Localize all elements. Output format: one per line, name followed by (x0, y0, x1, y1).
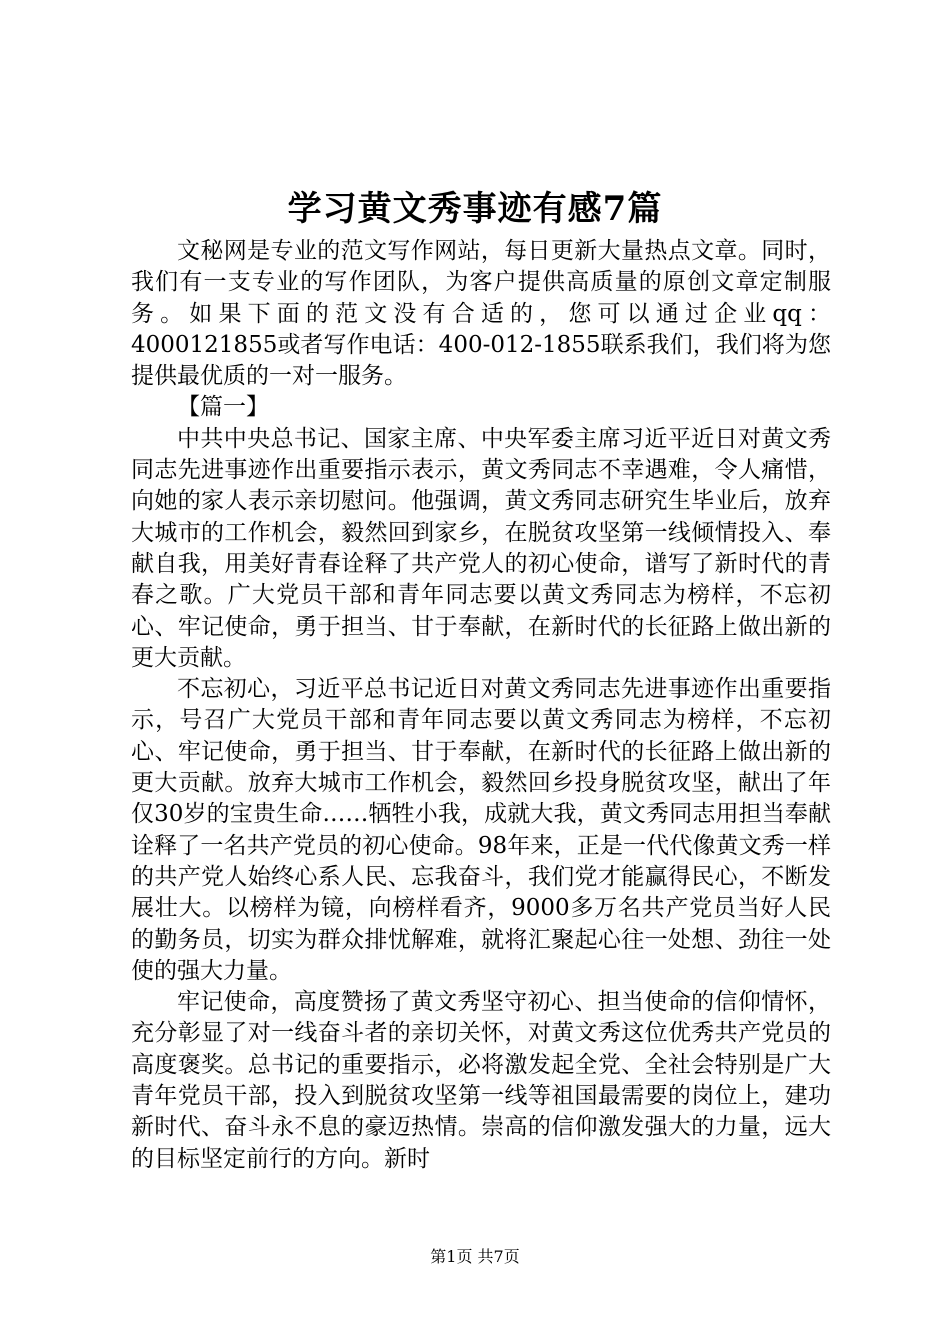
body-paragraph: 不忘初心，习近平总书记近日对黄文秀同志先进事迹作出重要指示，号召广大党员干部和青年同志要以黄文秀同志为榜样，不忘初心、牢记使命，勇于担当、甘于奉献，在新时代的长征路上做出新的更大贡献。放弃大城市工作机会，毅然回乡投身脱贫攻坚，献出了年仅30岁的宝贵生命……牺牲小我，成就大我，黄文秀同志用担当奉献诠释了一名共产党员的初心使命。98年来，正是一代代像黄文秀一样的共产党人始终心系人民、忘我奋斗，我们党才能赢得民心，不断发展壮大。以榜样为镜，向榜样看齐，9000多万名共产党员当好人民的勤务员，切实为群众排忧解难，就将汇聚起心往一处想、劲往一处使的强大力量。 (131, 676, 831, 984)
intro-paragraph: 文秘网是专业的范文写作网站，每日更新大量热点文章。同时，我们有一支专业的写作团队，为客户提供高质量的原创文章定制服务。如果下面的范文没有合适的，您可以通过企业qq：4000121855或者写作电话：400-012-1855联系我们，我们将为您提供最优质的一对一服务。 (131, 238, 831, 390)
page-number-footer: 第1页 共7页 (430, 1247, 520, 1266)
body-paragraph: 牢记使命，高度赞扬了黄文秀坚守初心、担当使命的信仰情怀，充分彰显了对一线奋斗者的亲切关怀，对黄文秀这位优秀共产党员的高度褒奖。总书记的重要指示，必将激发起全党、全社会特别是广大青年党员干部，投入到脱贫攻坚第一线等祖国最需要的岗位上，建功新时代、奋斗永不息的豪迈热情。崇高的信仰激发强大的力量，远大的目标坚定前行的方向。新时 (131, 989, 831, 1172)
section-heading: 【篇一】 (177, 394, 269, 421)
body-paragraph: 中共中央总书记、国家主席、中央军委主席习近平近日对黄文秀同志先进事迹作出重要指示表示，黄文秀同志不幸遇难，令人痛惜，向她的家人表示亲切慰问。他强调，黄文秀同志研究生毕业后，放弃大城市的工作机会，毅然回到家乡，在脱贫攻坚第一线倾情投入、奉献自我，用美好青春诠释了共产党人的初心使命，谱写了新时代的青春之歌。广大党员干部和青年同志要以黄文秀同志为榜样，不忘初心、牢记使命，勇于担当、甘于奉献，在新时代的长征路上做出新的更大贡献。 (131, 425, 831, 671)
document-title: 学习黄文秀事迹有感7篇 (287, 189, 663, 229)
document-body (131, 236, 831, 1175)
